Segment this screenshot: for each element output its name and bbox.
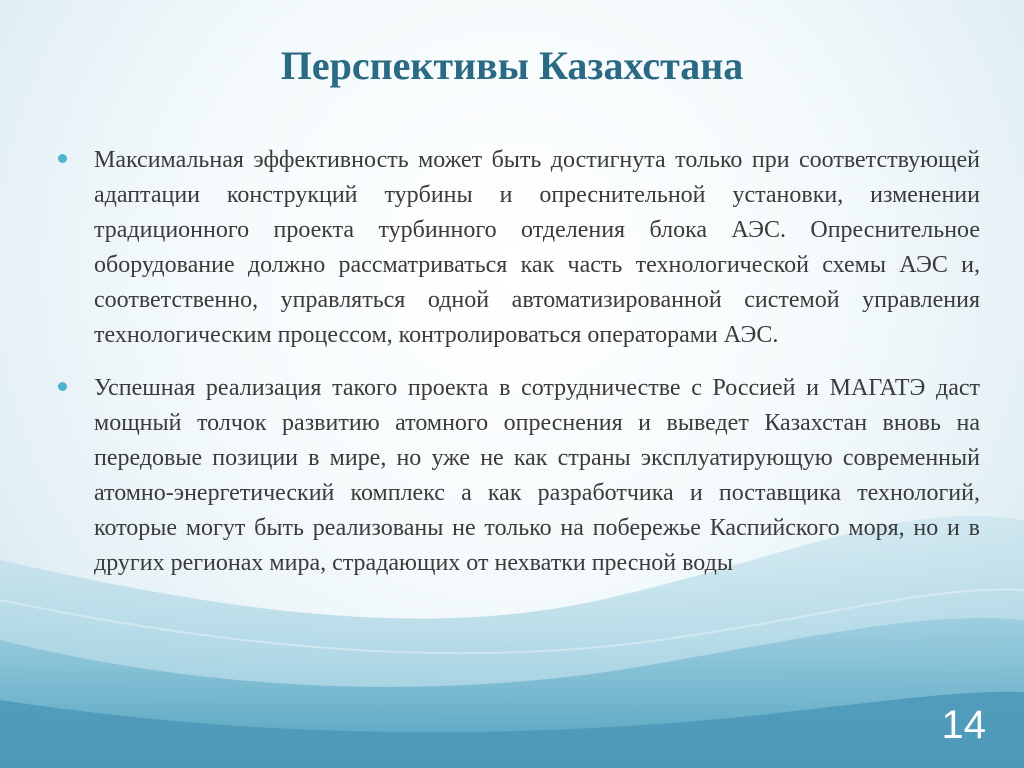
bullet-item xyxy=(58,143,980,353)
slide-title: Перспективы Казахстана xyxy=(280,43,744,88)
bullet-dot-icon xyxy=(58,154,67,163)
bullet-item xyxy=(58,371,980,581)
page-number: 14 xyxy=(941,703,986,747)
bullet-dot-icon xyxy=(58,382,67,391)
bullet-text: Успешная реализация такого проекта в сотрудничестве с Россией и МАГАТЭ даст мощный толчок развитию атомного опреснения и выведет Казахстан вновь на передовые позиции в мире, но уже не как страны эксплуатирующую современный атомно-энергетический комплекс а как разработчика и поставщика технологий, которые могут быть реализованы не только на побережье Каспийского моря, но и в других регионах мира, страдающих от нехватки пресной воды xyxy=(94,375,980,576)
slide-body xyxy=(58,143,980,599)
bullet-text: Максимальная эффективность может быть достигнута только при соответствующей адаптации конструкций турбины и опреснительной установки, изменении традиционного проекта турбинного отделения блока АЭС. Опреснительное оборудование должно рассматриваться как часть технологической схемы АЭС и, соответственно, управляться одной автоматизированной системой управления технологическим процессом, контролироваться операторами АЭС. xyxy=(94,147,980,348)
